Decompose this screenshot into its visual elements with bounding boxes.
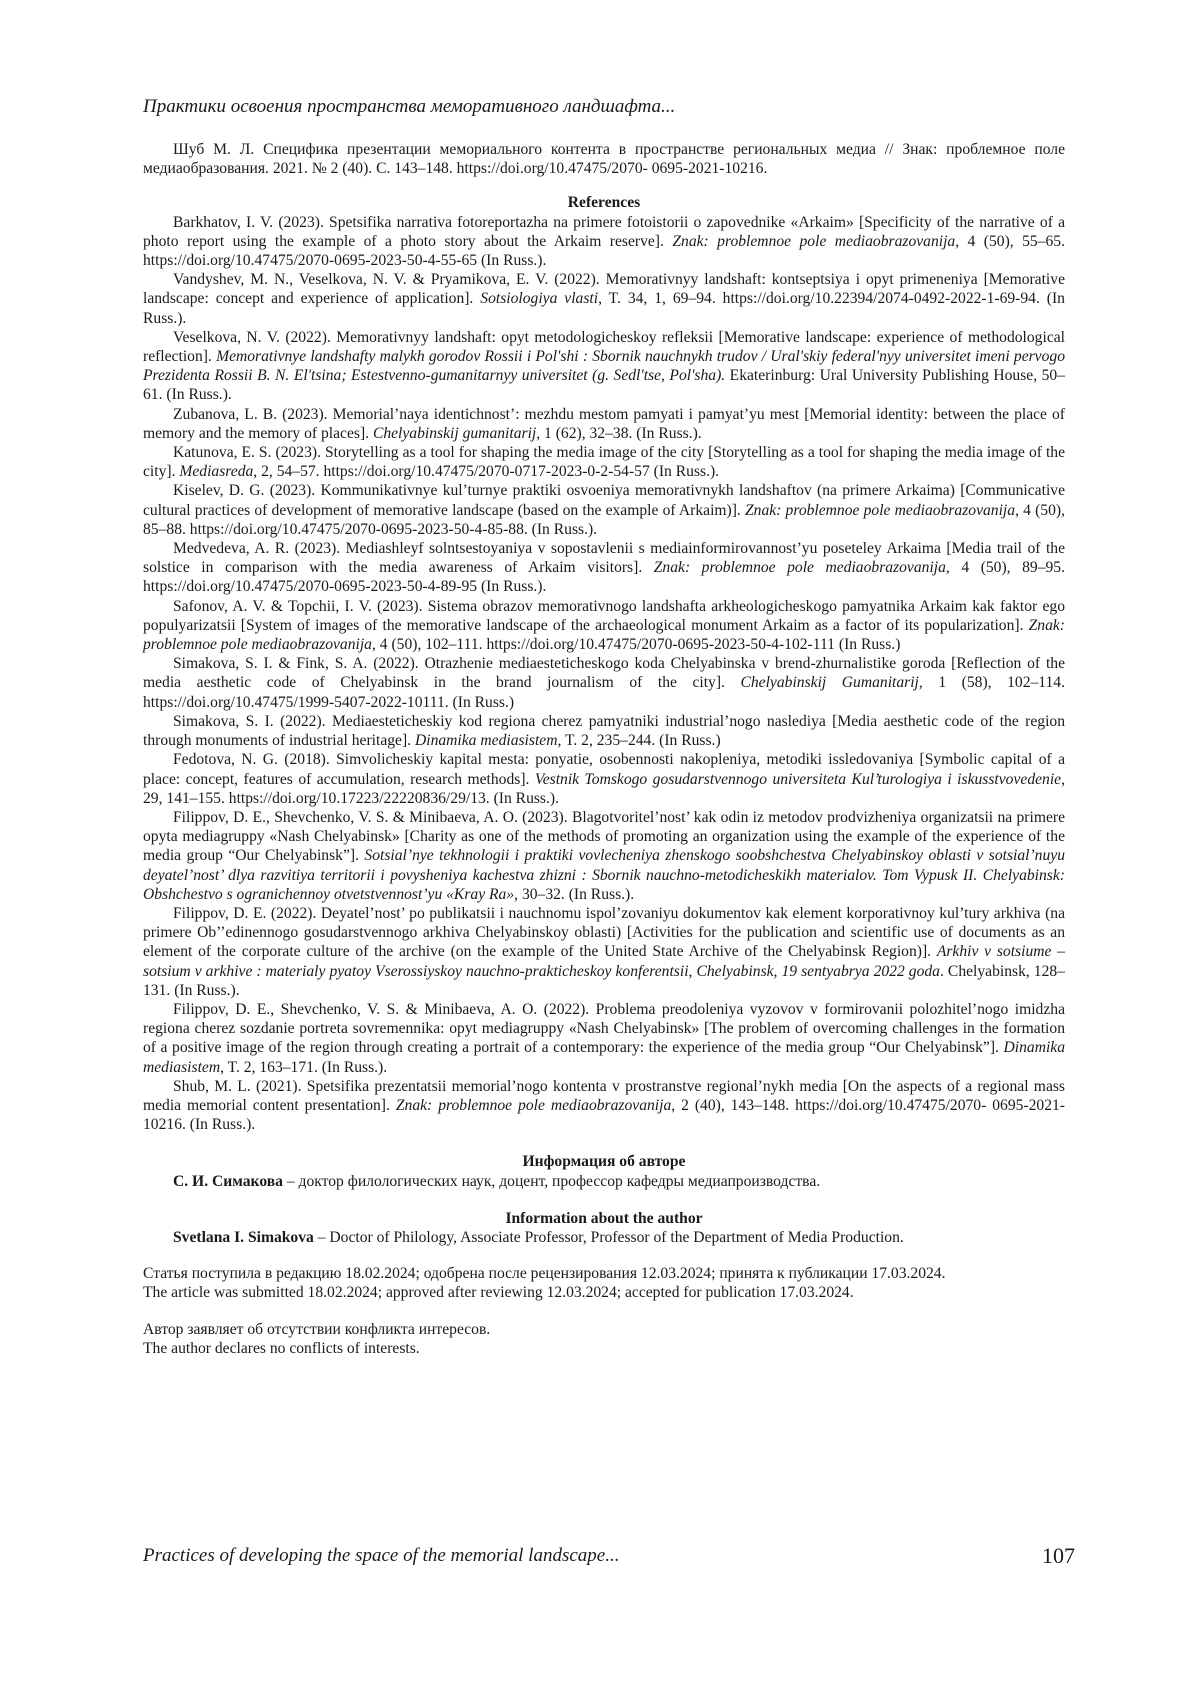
conflicts-en: The author declares no conflicts of interests. — [143, 1339, 420, 1357]
references-heading: References — [567, 194, 641, 212]
author-info-ru — [143, 1152, 1065, 1190]
reference-text: Vandyshev, M. N., Veselkova, N. V. & Pryamikova, E. V. (2022). Memorativnyy landshaft: kontseptsiya i opyt primeneniya [Memorative landscape: concept and experience of application]. — [143, 271, 1065, 308]
author-info-ru-line — [143, 1172, 1065, 1191]
reference-item — [143, 1077, 1065, 1135]
reference-text: Kiselev, D. G. (2023). Kommunikativnye kul’turnye praktiki osvoeniya memorativnykh landshaftov (na primere Arkaima) [Communicative cultural practices of development of memorative landscape (based on the example of Arkaim)]. — [143, 482, 1065, 519]
reference-item — [143, 213, 1065, 271]
dates-en: The article was submitted 18.02.2024; approved after reviewing 12.03.2024; accepted for publication 17.03.2024. — [143, 1284, 854, 1302]
running-title: Практики освоения пространства меморативного ландшафта... — [143, 96, 676, 117]
author-name-ru: С. И. Симакова — [173, 1172, 283, 1190]
reference-item — [143, 539, 1065, 597]
reference-details: , 2 (40), 143–148. https://doi.org/10.47475/2070- 0695-2021-10216. (In Russ.). — [143, 1096, 1065, 1134]
reference-journal: Memorativnye landshafty malykh gorodov Rossii i Pol'shi : Sbornik nauchnykh trudov / Ural'skiy federal'nyy universitet imeni pervogo Prezidenta Rossii B. N. El'tsina; Estestvenno-gumanitarnyy universitet (g. Sedl'tse, Pol'sha). — [143, 348, 1065, 385]
footer-title: Practices of developing the space of the memorial landscape... — [143, 1545, 620, 1566]
reference-journal: Arkhiv v sotsiume – sotsium v arkhive : materialy pyatoy Vserossiyskoy nauchno-prakticheskoy konferentsii, Chelyabinsk, 19 sentyabrya 2022 goda — [143, 943, 1065, 980]
author-info-en-heading: Information about the author — [505, 1209, 703, 1227]
reference-text: Katunova, E. S. (2023). Storytelling as a tool for shaping the media image of the city [Storytelling as a tool for shaping the media image of the city]. — [143, 444, 1065, 481]
reference-journal: Chelyabinskij gumanitarij — [372, 424, 537, 442]
reference-text: Simakova, S. I. & Fink, S. A. (2022). Otrazhenie mediaesteticheskogo koda Chelyabinska v brend-zhurnalistike goroda [Reflection of the media aesthetic code of Chelyabinsk in the brand journalism of the city]. — [143, 655, 1065, 692]
reference-item — [143, 328, 1065, 405]
russian-reference-tail: Шуб М. Л. Специфика презентации мемориального контента в пространстве региональных медиа // Знак: проблемное поле медиаобразования. 2021. № 2 (40). С. 143–148. https://doi.org/10.47475/2070- 0695-2021-10216. — [143, 141, 1065, 178]
reference-journal: Znak: problemnoe pole mediaobrazovanija — [744, 501, 1016, 519]
reference-details: , 4 (50), 89–95. https://doi.org/10.47475/2070-0695-2023-50-4-89-95 (In Russ.). — [143, 559, 1065, 596]
reference-journal: Znak: problemnoe pole mediaobrazovanija — [653, 559, 946, 577]
dates-ru: Статья поступила в редакцию 18.02.2024; одобрена после рецензирования 12.03.2024; принята к публикации 17.03.2024. — [143, 1265, 946, 1283]
reference-journal: Sotsial’nye tekhnologii i praktiki vovlecheniya zhenskogo soobshchestva Chelyabinskoy oblasti v sotsial’nuyu deyatel’nost’ dlya razvitiya territorii i povysheniya kachestva zhizni : Sbornik nauchno-metodicheskikh materialov. Tom Vypusk II. Chelyabinsk: Obshchestvo s ogranichennoy otvetstvennost’yu «Kray Ra» — [143, 847, 1065, 903]
reference-journal: Dinamika mediasistem — [414, 732, 558, 750]
reference-details: , 30–32. (In Russ.). — [514, 885, 635, 903]
reference-details: , 4 (50), 85–88. https://doi.org/10.47475/2070-0695-2023-50-4-85-88. (In Russ.). — [143, 501, 1065, 538]
reference-journal: Vestnik Tomskogo gosudarstvennogo universiteta Kul’turologiya i iskusstvovedenie — [534, 770, 1062, 788]
reference-text: Medvedeva, A. R. (2023). Mediashleyf solntsestoyaniya v sopostavlenii s mediainformirovannost’yu poseteley Arkaima [Media trail of the solstice in comparison with the media awareness of Arkaim visitors]. — [143, 540, 1065, 577]
reference-item — [143, 1000, 1065, 1077]
reference-text: Filippov, D. E. (2022). Deyatel’nost’ po publikatsii i nauchnomu ispol’zovaniyu dokumentov kak element korporativnoy kul’tury arkhiva (na primere Ob’’edinennogo gosudarstvennogo arkhiva Chelyabinskoy oblasti) [Activities for the publication and scientific use of documents as an element of the corporate culture of the archive (on the example of the United State Archive of the Chelyabinsk Region)]. — [143, 904, 1065, 961]
reference-details: , 1 (58), 102–114. https://doi.org/10.47475/1999-5407-2022-10111. (In Russ.) — [143, 674, 1065, 711]
author-info-en-line — [143, 1228, 1065, 1247]
reference-journal: Sotsiologiya vlasti — [480, 290, 599, 308]
reference-text: Simakova, S. I. (2022). Mediaesteticheskiy kod regiona cherez pamyatniki industrial’nogo naslediya [Media aesthetic code of the region through monuments of industrial heritage]. — [143, 712, 1065, 750]
reference-item — [143, 750, 1065, 808]
page-body — [143, 140, 1065, 1358]
reference-details: , T. 2, 235–244. (In Russ.) — [557, 732, 721, 750]
reference-item — [143, 481, 1065, 539]
reference-item — [143, 270, 1065, 328]
reference-details: , 2, 54–57. https://doi.org/10.47475/2070-0717-2023-0-2-54-57 (In Russ.). — [253, 463, 720, 481]
reference-journal: Znak: problemnoe pole mediaobrazovanija — [143, 616, 1065, 654]
reference-journal: Chelyabinskij Gumanitarij — [740, 674, 919, 692]
reference-details: , 4 (50), 55–65. https://doi.org/10.47475/2070-0695-2023-50-4-55-65 (In Russ.). — [143, 232, 1065, 270]
reference-details: , T. 34, 1, 69–94. https://doi.org/10.22394/2074-0492-2022-1-69-94. (In Russ.). — [143, 290, 1065, 327]
reference-details: , 4 (50), 102–111. https://doi.org/10.47475/2070-0695-2023-50-4-102-111 (In Russ.) — [371, 636, 901, 654]
reference-text: Safonov, A. V. & Topchii, I. V. (2023). Sistema obrazov memorativnogo landshafta arkheologicheskogo pamyatnika Arkaim kak faktor ego populyarizatsii [System of images of the memorative landscape of the archaeological monument Arkaim as a factor of its popularization]. — [143, 597, 1065, 634]
reference-journal: Znak: problemnoe pole mediaobrazovanija — [672, 232, 956, 250]
author-info-en — [143, 1209, 1065, 1247]
reference-details: , T. 2, 163–171. (In Russ.). — [220, 1058, 388, 1076]
reference-details: , 1 (62), 32–38. (In Russ.). — [536, 424, 702, 442]
reference-text: Shub, M. L. (2021). Spetsifika prezentatsii memorial’nogo kontenta v prostranstve regional’nykh media [On the aspects of a regional mass media memorial content presentation]. — [143, 1077, 1065, 1114]
reference-journal: Mediasreda — [179, 463, 254, 481]
reference-text: Filippov, D. E., Shevchenko, V. S. & Minibaeva, A. O. (2022). Problema preodoleniya vyzovov v formirovanii polozhitel’nogo imidzha regiona cherez sozdanie portreta sovremennika: opyt mediagruppy «Nash Chelyabinsk» [The problem of overcoming challenges in the formation of a positive image of the region through creating a portrait of a contemporary: the experience of the media group “Our Chelyabinsk”]. — [143, 1000, 1065, 1057]
reference-item — [143, 808, 1065, 904]
reference-text: Filippov, D. E., Shevchenko, V. S. & Minibaeva, A. O. (2023). Blagotvoritel’nost’ kak odin iz metodov prodvizheniya organizatsii na primere opyta mediagruppy «Nash Chelyabinsk» [Charity as one of the methods of promoting an organization using the example of the experience of the media group “Our Chelyabinsk”]. — [143, 808, 1065, 865]
reference-item — [143, 654, 1065, 712]
reference-text: Barkhatov, I. V. (2023). Spetsifika narrativa fotoreportazha na primere fotoistorii o zapovednike «Arkaim» [Specificity of the narrative of a photo report using the example of a photo story about the Arkaim reserve]. — [143, 213, 1065, 250]
references-list — [143, 213, 1065, 1135]
reference-text: Zubanova, L. B. (2023). Memorial’naya identichnost’: mezhdu mestom pamyati i pamyat’yu mest [Memorial identity: between the place of memory and the memory of places]. — [143, 405, 1065, 442]
reference-details: , 29, 141–155. https://doi.org/10.17223/22220836/29/13. (In Russ.). — [143, 770, 1065, 807]
reference-item — [143, 597, 1065, 655]
reference-details: . Chelyabinsk, 128–131. (In Russ.). — [143, 962, 1065, 999]
reference-details: Ekaterinburg: Ural University Publishing House, 50–61. (In Russ.). — [143, 367, 1065, 404]
reference-text: Fedotova, N. G. (2018). Simvolicheskiy kapital mesta: ponyatie, osobennosti nakopleniya, metodiki issledovaniya [Symbolic capital of a place: concept, features of accumulation, research methods]. — [143, 751, 1065, 788]
reference-journal: Znak: problemnoe pole mediaobrazovanija — [395, 1096, 672, 1114]
page-number: 107 — [1042, 1543, 1075, 1568]
reference-journal: Dinamika mediasistem — [143, 1039, 1065, 1076]
author-desc-ru: – доктор филологических наук, доцент, профессор кафедры медиапроизводства. — [282, 1172, 821, 1190]
reference-item — [143, 443, 1065, 481]
author-info-ru-heading: Информация об авторе — [522, 1153, 686, 1171]
reference-item — [143, 712, 1065, 750]
author-name-en: Svetlana I. Simakova — [173, 1228, 314, 1246]
author-desc-en: – Doctor of Philology, Associate Professor, Professor of the Department of Media Production. — [313, 1228, 904, 1246]
conflicts-ru: Автор заявляет об отсутствии конфликта интересов. — [143, 1320, 491, 1338]
reference-text: Veselkova, N. V. (2022). Memorativnyy landshaft: opyt metodologicheskoy refleksii [Memorative landscape: experience of methodological reflection]. — [143, 328, 1065, 366]
reference-item — [143, 904, 1065, 1000]
reference-item — [143, 405, 1065, 443]
